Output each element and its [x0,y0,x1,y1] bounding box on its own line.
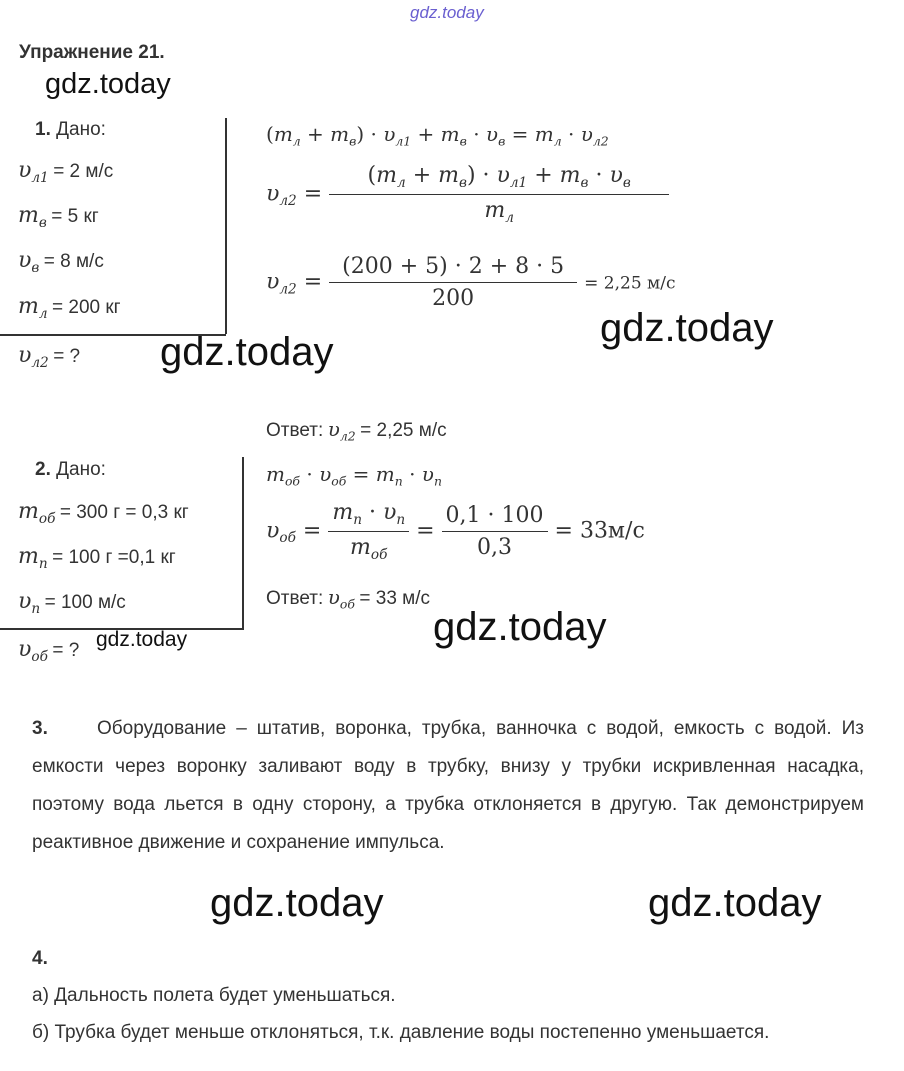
value-v-v: = 8 м/с [43,251,104,272]
task1-answer [266,417,447,443]
task2-numeric-numerator: 0,1 · 100 [445,502,544,528]
value-m-p: = 100 г =0,1 кг [52,547,176,568]
task1-given-divider [225,118,227,334]
value-unknown: = ? [52,640,80,661]
task1-given-v-v [18,248,104,276]
task2-equation-numeric: $\upsilon_{об}$ = $\frac{m_п \cdot \upsilon_п}{m_{об}}$ = $\frac{0,1 \cdot 100}{0,3}$ = 33м/с [266,500,645,563]
task2-given-m-ob [18,499,189,527]
watermark: gdz.today [160,330,334,374]
task4-item-a: а) Дальность полета будет уменьшаться. [32,985,396,1006]
watermark: gdz.today [648,881,822,925]
task1-equation-formula: $\upsilon_{л2}$ = $\frac{(m_л + m_в) \cdot \upsilon_{л1} + m_в \cdot \upsilon_в}{m_л}$ [266,163,669,226]
watermark: gdz.today [45,68,171,100]
symbol-v-ob: $\upsilon_{об}$ [327,585,355,612]
task1-equation-numeric: $\upsilon_{л2}$ = $\frac{(200 + 5) \cdot 2 + 8 \cdot 5}{200}$ = 2,25 м/с [266,254,676,311]
task1-number: 1. [35,119,51,140]
fraction [329,254,577,311]
watermark: gdz.today [96,628,188,651]
task2-equation-momentum: $m_{об} \cdot \upsilon_{об} = m_п \cdot \upsilon_п$ [266,462,442,489]
task1-numeric-numerator: (200 + 5) · 2 + 8 · 5 [342,254,565,279]
value-v-p: = 100 м/с [44,592,126,613]
symbol-v-v: $\upsilon_в$ [18,248,40,276]
task2-given-label: Дано: [56,459,106,480]
symbol-v-l2: $\upsilon_{л2}$ [327,417,356,444]
task1-header [35,119,106,141]
task2-numeric-denominator: 0,3 [442,531,548,560]
task2-given-m-p [18,544,176,572]
task2-unknown [18,637,79,665]
task4-number: 4. [32,948,48,969]
fraction: $\frac{m_п \cdot \upsilon_п}{m_{об}}$ [328,500,409,563]
task2-answer [266,585,430,611]
task1-equation-momentum: $(m_л + m_в) \cdot \upsilon_{л1} + m_в \cdot \upsilon_в = m_л \cdot \upsilon_{л2}$ [266,122,609,149]
symbol-m-l: $m_л$ [18,294,48,322]
task1-given-m-v [18,203,99,231]
value-m-ob: = 300 г = 0,3 кг [59,502,189,523]
value-v-l1: = 2 м/с [53,161,114,182]
value-m-v: = 5 кг [51,206,99,227]
watermark: gdz.today [210,881,384,925]
task1-unknown [18,343,80,371]
watermark: gdz.today [600,306,774,350]
task1-numeric-result: = 2,25 м/с [584,273,676,294]
watermark: gdz.today [433,605,607,649]
symbol-v-l2: $\upsilon_{л2}$ [18,343,49,371]
exercise-title: Упражнение 21. [19,42,165,63]
symbol-m-v: $m_в$ [18,203,47,231]
task1-answer-label: Ответ: [266,420,324,441]
symbol-v-p: $\upsilon_п$ [18,589,41,617]
value-m-l: = 200 кг [52,297,121,318]
task3-number: 3. [32,718,48,739]
task2-numeric-result: = 33м/с [554,518,645,544]
task1-numeric-denominator: 200 [329,282,577,311]
task4-item-b: б) Трубка будет меньше отклоняться, т.к. давление воды постепенно уменьшается. [32,1022,770,1043]
task1-given-label: Дано: [56,119,106,140]
task2-answer-label: Ответ: [266,588,324,609]
watermark-top: gdz.today [410,3,484,22]
task2-header [35,459,106,481]
fraction [442,503,548,560]
task1-given-v-l1 [18,158,113,186]
task3-paragraph [32,710,864,862]
symbol-m-ob: $m_{об}$ [18,499,56,527]
symbol-v-ob: $\upsilon_{об}$ [18,637,48,665]
task1-answer-value: = 2,25 м/с [360,420,447,441]
task2-given-divider [242,457,244,628]
value-unknown: = ? [53,346,81,367]
task1-given-m-l [18,294,121,322]
symbol-m-p: $m_п$ [18,544,48,572]
fraction: $\frac{(m_л + m_в) \cdot \upsilon_{л1} + m_в \cdot \upsilon_в}{m_л}$ [329,163,669,226]
task2-answer-value: = 33 м/с [359,588,431,609]
task3-text: Оборудование – штатив, воронка, трубка, ванночка с водой, емкость с водой. Из емкости через воронку заливают воду в трубку, внизу у трубки искривленная насадка, поэтому вода льется в одну сторону, а трубка отклоняется в другую. Так демонстрируем реактивное движение и сохранение импульса. [32,718,864,853]
task2-given-v-p [18,589,126,617]
symbol-v-l1: $\upsilon_{л1}$ [18,158,49,186]
task2-number: 2. [35,459,51,480]
